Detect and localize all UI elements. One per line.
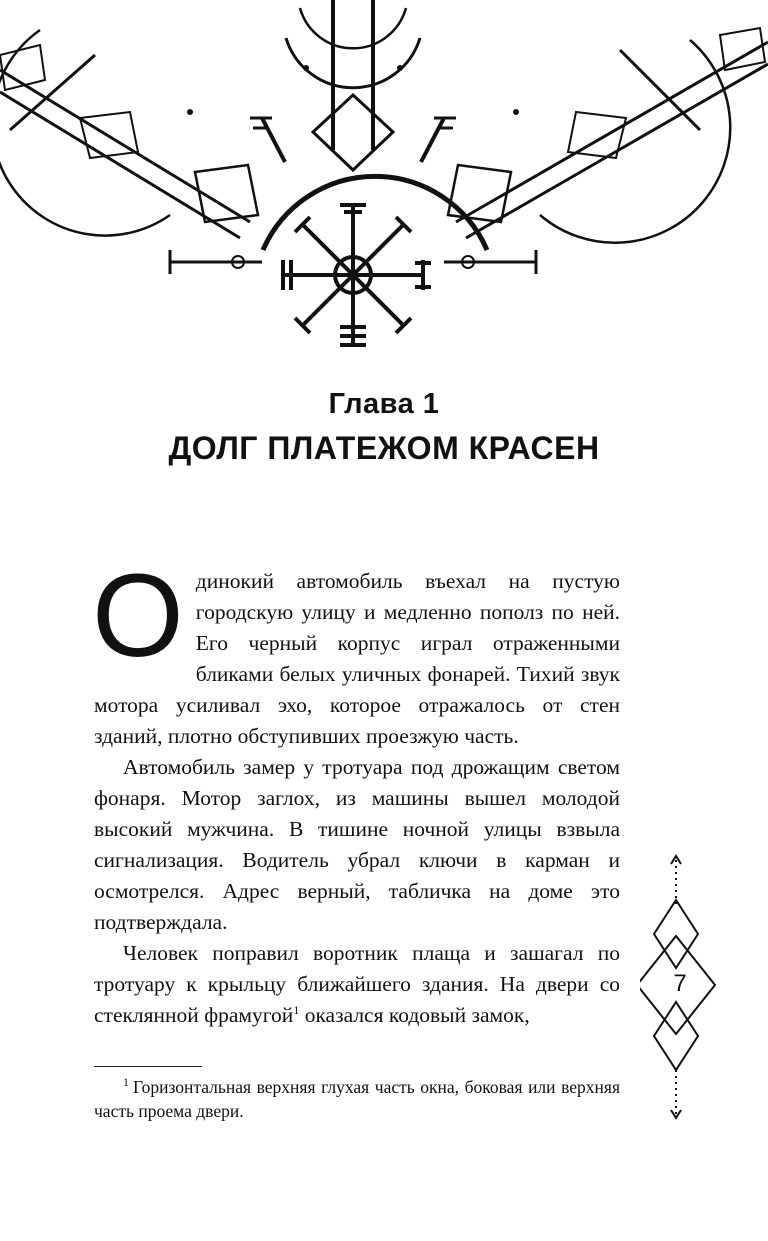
chapter-title: ДОЛГ ПЛАТЕЖОМ КРАСЕН bbox=[168, 430, 600, 466]
paragraph-3-text-b: оказался кодовый замок, bbox=[299, 1003, 530, 1027]
drop-cap: О bbox=[92, 550, 184, 682]
paragraph-1-text: динокий автомобиль въехал на пустую городскую улицу и медленно пополз по ней. Его черный корпус играл отраженными бликами белых уличных фонарей. Тихий звук мотора усиливал эхо, которое отражалось от стен зданий, плотно обступивших проезжую часть. bbox=[94, 569, 620, 748]
footnote-divider bbox=[94, 1066, 202, 1067]
footnote-text: Горизонтальная верхняя глухая часть окна, боковая или верхняя часть проема двери. bbox=[94, 1077, 620, 1121]
chapter-number: Глава 1 bbox=[328, 388, 440, 420]
paragraph-2: Автомобиль замер у тротуара под дрожащим светом фонаря. Мотор заглох, из машины вышел молодой высокий мужчина. В тишине ночной улицы взвыла сигнализация. Водитель убрал ключи в карман и осмотрелся. Адрес верный, табличка на доме это подтверждала. bbox=[94, 755, 620, 934]
paragraph-1 bbox=[92, 550, 620, 752]
page-number: 7 bbox=[673, 970, 687, 997]
paragraph-3 bbox=[94, 938, 620, 1031]
footnote-reference[interactable]: 1 bbox=[293, 1002, 300, 1017]
footnote bbox=[94, 1075, 620, 1123]
chapter-body bbox=[92, 550, 620, 1031]
vegvisir-ornament-icon bbox=[0, 0, 768, 360]
paragraph-3-text-a: Человек поправил воротник плаща и зашагал по тротуару к крыльцу ближайшего здания. На двери со стеклянной фрамугой bbox=[94, 941, 620, 1027]
footnote-mark: 1 bbox=[123, 1075, 129, 1090]
